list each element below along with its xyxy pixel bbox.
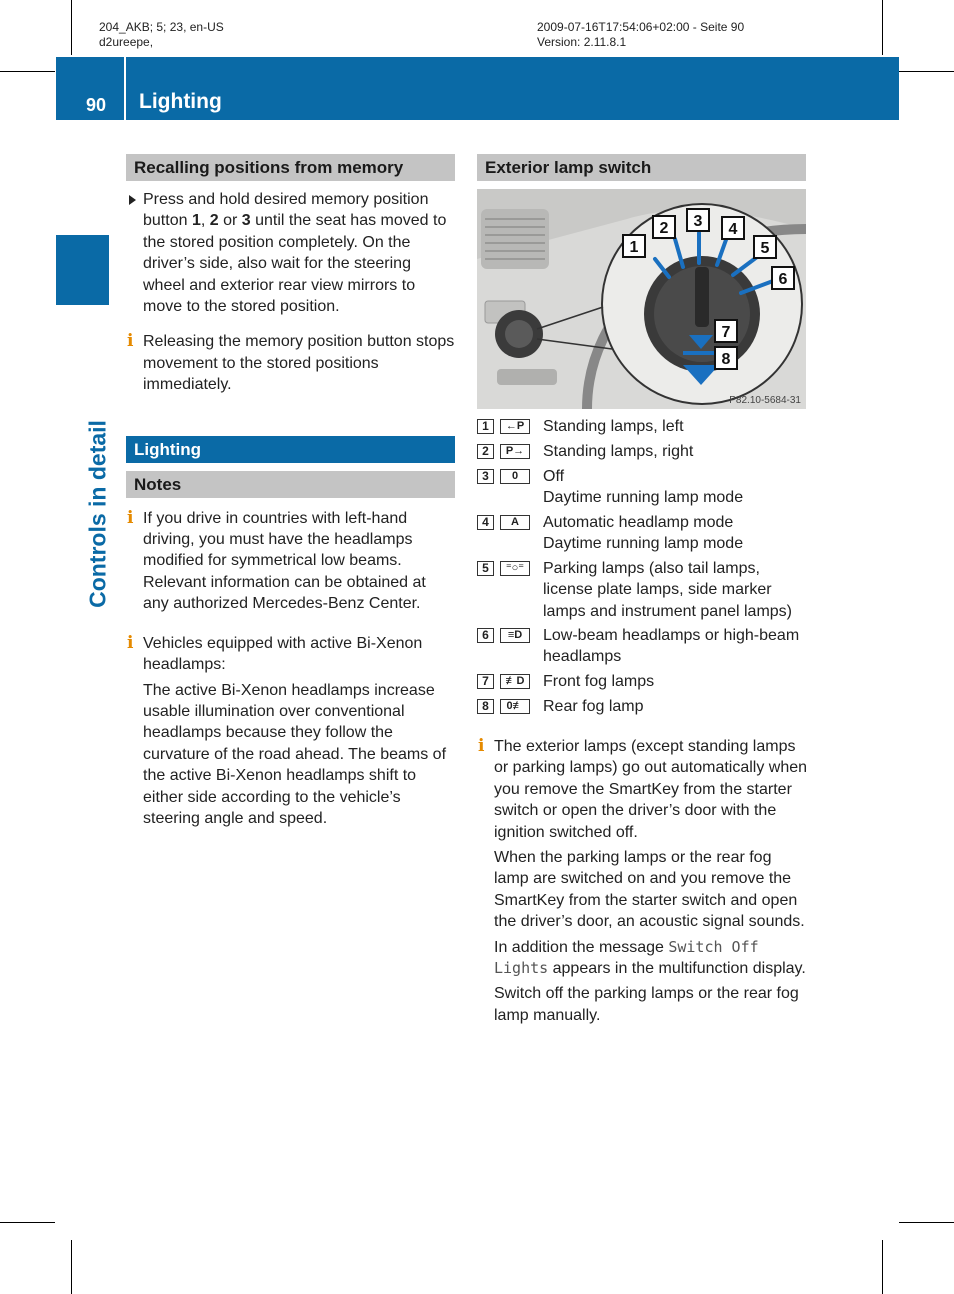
callout-1: 1 bbox=[629, 239, 639, 256]
callout-7: 7 bbox=[721, 324, 731, 341]
info-icon: i bbox=[127, 331, 134, 352]
legend-number: 8 bbox=[477, 699, 494, 714]
note-bixenon: i Vehicles equipped with active Bi-Xenon headlamps: The active Bi-Xenon headlamps increase usable illumination over conventional headlamps because they follow the curvature of the road ahead. The beams of the active Bi-Xenon headlamps shift to either side according to the vehicle’s steering angle and speed. bbox=[126, 633, 455, 830]
legend-item: 3 0 Off Daytime running lamp mode bbox=[477, 466, 809, 512]
notes-heading: Notes bbox=[126, 471, 455, 498]
legend-item: 1 ←P Standing lamps, left bbox=[477, 416, 809, 441]
lamp-switch-drawing bbox=[477, 189, 806, 409]
side-tab-marker bbox=[56, 235, 109, 305]
doc-version: Version: 2.11.8.1 bbox=[537, 35, 627, 49]
info-icon: i bbox=[127, 632, 134, 653]
legend-number: 6 bbox=[477, 628, 494, 643]
front-fog-icon: ≢D bbox=[500, 674, 530, 689]
recall-step: Press and hold desired memory position button 1, 2 or 3 until the seat has moved to the stored position completely. On the driver’s side, also wait for the steering wheel and exterior rear view mirrors to move to the stored position. bbox=[126, 189, 455, 317]
crop-mark bbox=[71, 0, 72, 55]
legend-item: 7 ≢D Front fog lamps bbox=[477, 671, 809, 696]
crop-mark bbox=[899, 71, 954, 72]
lamp-switch-illustration bbox=[477, 189, 806, 409]
callout-5: 5 bbox=[760, 240, 770, 257]
manual-off-note: Switch off the parking lamps or the rear fog lamp manually. bbox=[494, 985, 799, 1024]
doc-timestamp: 2009-07-16T17:54:06+02:00 - Seite 90 bbox=[537, 20, 745, 34]
side-tab-label: Controls in detail bbox=[84, 420, 111, 608]
callout-4: 4 bbox=[728, 221, 738, 238]
crop-mark bbox=[882, 1240, 883, 1294]
crop-mark bbox=[0, 1222, 55, 1223]
page-number: 90 bbox=[86, 95, 107, 115]
auto-headlamp-icon: A bbox=[500, 515, 530, 530]
doc-meta-right bbox=[537, 20, 744, 50]
off-icon: 0 bbox=[500, 469, 530, 484]
info-icon: i bbox=[127, 507, 134, 528]
bullet-arrow-icon bbox=[129, 195, 136, 205]
legend-number: 7 bbox=[477, 674, 494, 689]
rear-fog-icon: 0≢ bbox=[500, 699, 530, 714]
callout-8: 8 bbox=[721, 351, 731, 368]
crop-mark bbox=[882, 0, 883, 55]
lamp-legend bbox=[477, 416, 809, 721]
left-column bbox=[126, 154, 455, 829]
legend-number: 2 bbox=[477, 444, 494, 459]
legend-item: 4 A Automatic headlamp mode Daytime running lamp mode bbox=[477, 512, 809, 558]
doc-id: 204_AKB; 5; 23, en-US bbox=[99, 20, 224, 34]
callout-3: 3 bbox=[693, 213, 703, 230]
callout-6: 6 bbox=[778, 271, 788, 288]
legend-item: 5 ⁼○⁼ Parking lamps (also tail lamps, license plate lamps, side marker lamps and instrument panel lamps) bbox=[477, 558, 809, 625]
page-title: Lighting bbox=[139, 90, 222, 113]
image-code: P82.10-5684-31 bbox=[729, 395, 801, 406]
standing-lamps-left-icon: ←P bbox=[500, 419, 530, 434]
legend-number: 1 bbox=[477, 419, 494, 434]
auto-off-note: i The exterior lamps (except standing lamps or parking lamps) go out automatically when you remove the SmartKey from the starter switch or open the driver’s door with the ignition switched off. When the parking lamps or the rear fog lamp are switched on and you remove the SmartKey from the starter switch and open the driver’s door, an acoustic signal sounds. In addition the message Switch Off Lights appears in the multifunction display. Switch off the parking lamps or the rear fog lamp manually. bbox=[477, 736, 809, 1026]
header-divider bbox=[124, 57, 126, 120]
crop-mark bbox=[71, 1240, 72, 1294]
display-message: Switch Off Lights bbox=[494, 937, 759, 978]
crop-mark bbox=[0, 71, 55, 72]
recall-note: i Releasing the memory position button stops movement to the stored positions immediately. bbox=[127, 331, 455, 394]
acoustic-signal-note: When the parking lamps or the rear fog lamp are switched on and you remove the SmartKey from the starter switch and open the driver’s door, an acoustic signal sounds. bbox=[494, 849, 805, 931]
legend-number: 4 bbox=[477, 515, 494, 530]
legend-item: 8 0≢ Rear fog lamp bbox=[477, 696, 809, 721]
legend-item: 2 P→ Standing lamps, right bbox=[477, 441, 809, 466]
doc-meta-left bbox=[99, 20, 224, 50]
exterior-lamp-info bbox=[477, 736, 809, 1026]
note-bixenon-detail: The active Bi-Xenon headlamps increase usable illumination over conventional headlamps because they follow the curvature of the road ahead. The beams of the active Bi-Xenon headlamps shift to either side according to the vehicle’s steering angle and speed. bbox=[143, 681, 447, 827]
note-left-hand: i If you drive in countries with left-hand driving, you must have the headlamps modified for symmetrical low beams. Relevant information can be obtained at any authorized Mercedes-Benz Center. bbox=[127, 507, 426, 613]
info-icon: i bbox=[478, 736, 485, 756]
low-beam-icon: ≡D bbox=[500, 628, 530, 643]
right-column bbox=[477, 154, 806, 181]
recall-heading: Recalling positions from memory bbox=[126, 154, 455, 181]
display-message-note: In addition the message Switch Off Lights appears in the multifunction display. bbox=[494, 937, 806, 978]
lighting-heading: Lighting bbox=[126, 436, 455, 463]
parking-lamps-icon: ⁼○⁼ bbox=[500, 561, 530, 576]
legend-item: 6 ≡D Low-beam headlamps or high-beam headlamps bbox=[477, 625, 809, 671]
legend-number: 5 bbox=[477, 561, 494, 576]
exterior-lamp-heading: Exterior lamp switch bbox=[477, 154, 806, 181]
legend-number: 3 bbox=[477, 469, 494, 484]
doc-code: d2ureepe, bbox=[99, 35, 154, 49]
crop-mark bbox=[899, 1222, 954, 1223]
callout-2: 2 bbox=[659, 220, 669, 237]
standing-lamps-right-icon: P→ bbox=[500, 444, 530, 459]
